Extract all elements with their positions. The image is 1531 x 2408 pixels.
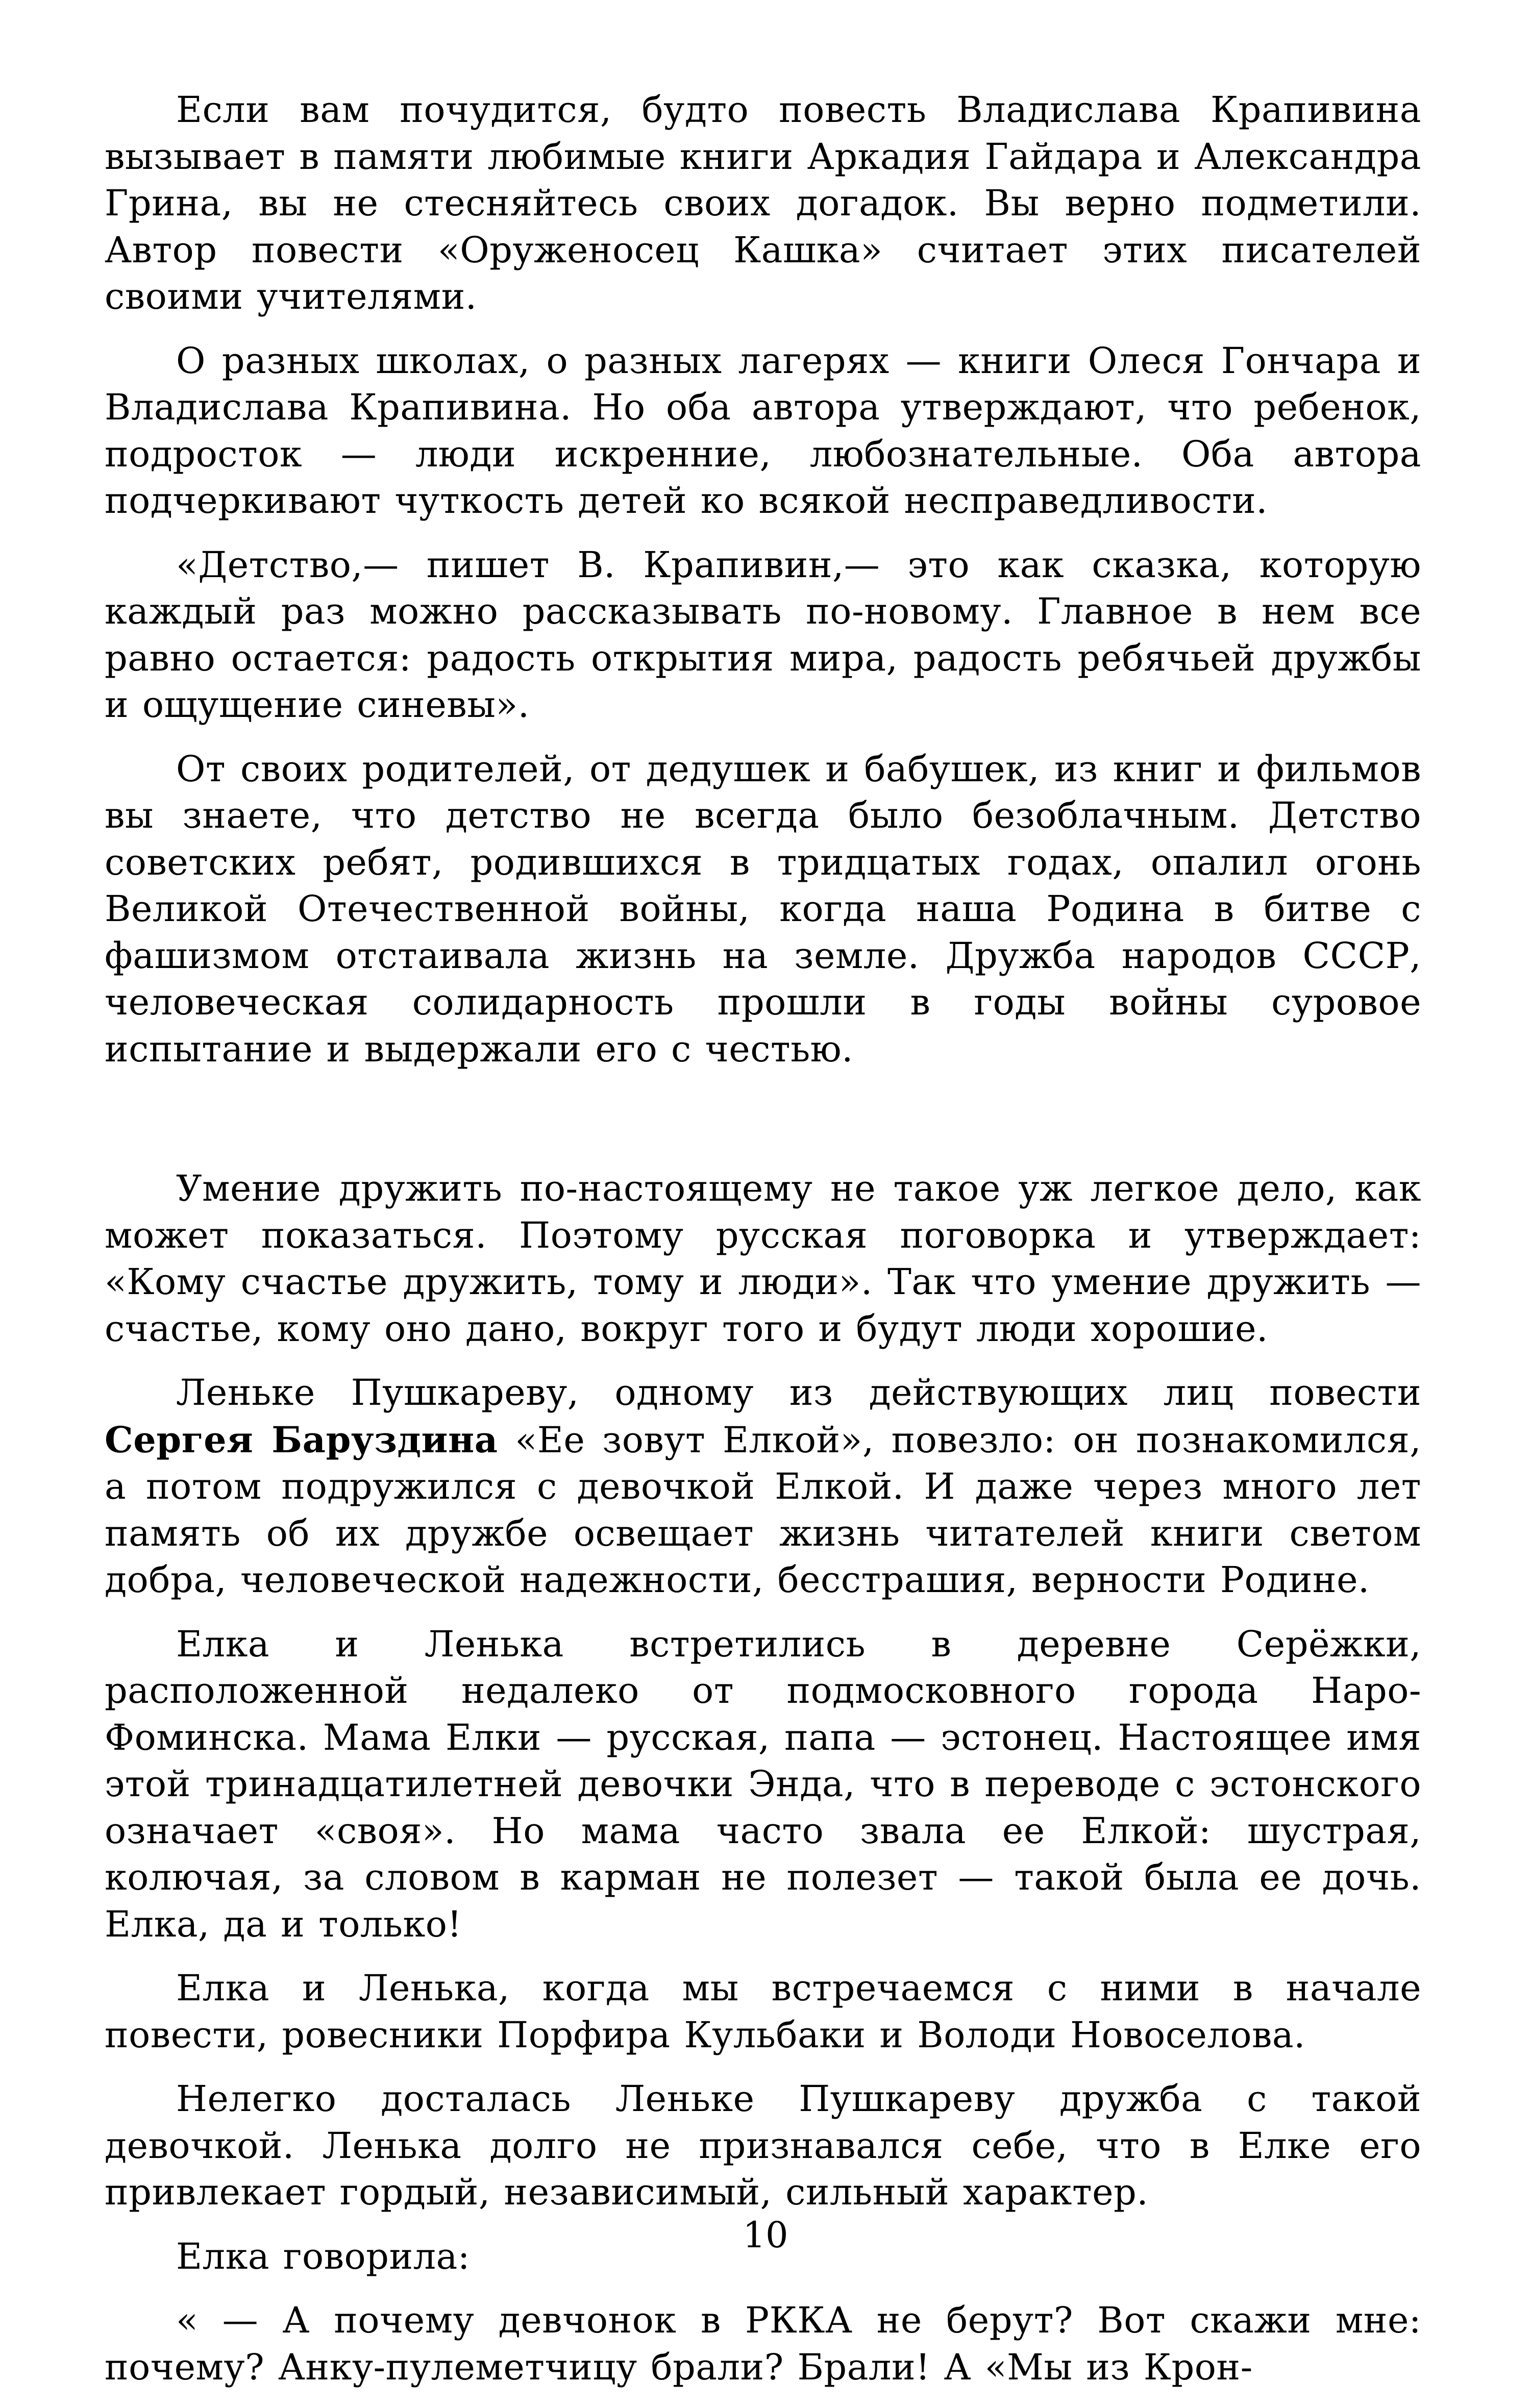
paragraph-text: Леньке Пушкареву, одному из действующих лиц повести xyxy=(176,1372,1421,1413)
paragraph xyxy=(105,1370,1421,1604)
paragraph: Если вам почудится, будто повесть Владислава Крапивина вызывает в памяти любимые книги Аркадия Гайдара и Александра Грина, вы не стесняйтесь своих догадок. Вы верно подметили. Автор повести «Оруженосец Кашка» считает этих писателей своими учителями. xyxy=(105,89,1421,317)
paragraph: От своих родителей, от дедушек и бабушек, из книг и фильмов вы знаете, что детство не всегда было безоблачным. Детство советских ребят, родившихся в тридцатых годах, опалил огонь Великой Отечественной войны, когда наша Родина в битве с фашизмом отстаивала жизнь на земле. Дружба народов СССР, человеческая солидарность прошли в годы войны суровое испытание и выдержали его с честью. xyxy=(105,748,1421,1070)
author-name: Сергея Баруздина xyxy=(105,1418,498,1461)
paragraph: Елка и Ленька встретились в деревне Серёжки, расположенной недалеко от подмосковного города Наро-Фоминска. Мама Елки — русская, папа — эстонец. Настоящее имя этой тринадцатилетней девочки Энда, что в переводе с эстонского означает «своя». Но мама часто звала ее Елкой: шустрая, колючая, за словом в карман не полезет — такой была ее дочь. Елка, да и только! xyxy=(105,1623,1421,1945)
paragraph: « — А почему девчонок в РККА не берут? Вот скажи мне: почему? Анку-пулеметчицу брали? Брали! А «Мы из Крон- xyxy=(105,2299,1421,2388)
section-gap xyxy=(105,1090,1421,1165)
paragraph: «Детство,— пишет В. Крапивин,— это как сказка, которую каждый раз можно рассказывать по-новому. Главное в нем все равно остается: радость открытия мира, радость ребячьей дружбы и ощущение синевы». xyxy=(105,543,1421,726)
book-page xyxy=(105,87,1421,2408)
page-number: 10 xyxy=(743,2214,788,2256)
paragraph: О разных школах, о разных лагерях — книги Олеся Гончара и Владислава Крапивина. Но оба автора утверждают, что ребенок, подросток — люди искренние, любознательные. Оба автора подчеркивают чуткость детей ко всякой несправедливости. xyxy=(105,339,1421,522)
text-block-krapivin xyxy=(105,87,1421,1073)
paragraph: Умение дружить по-настоящему не такое уж легкое дело, как может показаться. Поэтому русская поговорка и утверждает: «Кому счастье дружить, тому и люди». Так что умение дружить — счастье, кому оно дано, вокруг того и будут люди хорошие. xyxy=(105,1168,1421,1350)
paragraph-text: «Ее зовут Елкой», повезло: он познакомился, а потом подружился с девочкой Елкой. И даже через много лет память об их дружбе освещает жизнь читателей книги светом добра, человеческой надежности, бесстрашия, верности Родине. xyxy=(105,1419,1421,1601)
paragraph: Елка и Ленька, когда мы встречаемся с ними в начале повести, ровесники Порфира Кульбаки и Володи Новоселова. xyxy=(105,1967,1421,2056)
paragraph: Нелегко досталась Леньке Пушкареву дружба с такой девочкой. Ленька долго не признавался себе, что в Елке его привлекает гордый, независимый, сильный характер. xyxy=(105,2078,1421,2213)
paragraph: Елка говорила: xyxy=(176,2235,470,2277)
text-block-baruzdin xyxy=(105,1165,1421,2391)
